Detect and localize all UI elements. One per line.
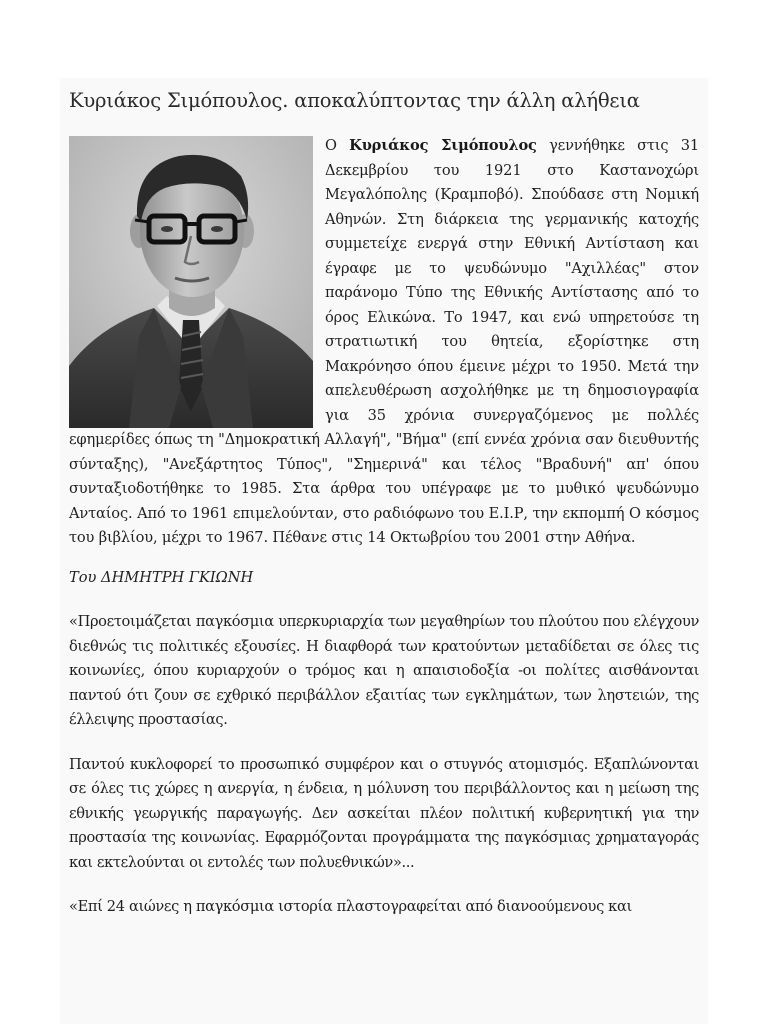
article-title: Κυριάκος Σιμόπουλος. αποκαλύπτοντας την άλλη αλήθεια bbox=[69, 89, 640, 112]
article bbox=[60, 78, 708, 1024]
quote-paragraph-1: «Προετοιμάζεται παγκόσμια υπερκυριαρχία των μεγαθηρίων του πλούτου που ελέγχουν διεθνώς τις πολιτικές εξουσίες. Η διαφθορά των κρατούντων μεταδίδεται σε όλες τις κοινωνίες, όπου κυριαρχούν ο τρόμος και η απαισιοδοξία -οι πολίτες αισθάνονται παντού ότι ζουν σε εχθρικό περιβάλλον εξαιτίας των εγκλημάτων, των ληστειών, της έλλειψης προστασίας. bbox=[69, 613, 699, 728]
subject-name: Κυριάκος Σιμόπουλος bbox=[349, 137, 537, 154]
byline: Του ΔΗΜΗΤΡΗ ΓΚΙΩΝΗ bbox=[69, 568, 254, 586]
author-portrait bbox=[69, 136, 313, 428]
intro-prefix: Ο bbox=[325, 137, 350, 154]
quote-paragraph-3: «Επί 24 αιώνες η παγκόσμια ιστορία πλαστογραφείται από διανοούμενους και bbox=[69, 898, 632, 915]
biography-body: γεννήθηκε στις 31 Δεκεμβρίου του 1921 στο Καστανοχώρι Μεγαλόπολης (Κραμποβό). Σπούδασε στη Νομική Αθηνών. Στη διάρκεια της γερμανικής κατοχής συμμετείχε ενεργά στην Εθνική Αντίσταση και έγραφε με το ψευδώνυμο "Αχιλλέας" στον παράνομο Τύπο της Εθνικής Αντίστασης από το όρος Ελικώνα. Το 1947, και ενώ υπηρετούσε τη στρατιωτική του θητεία, εξορίστηκε στη Μακρόνησο όπου έμεινε μέχρι το 1950. Μετά την απελευθέρωση ασχολήθηκε με τη δημοσιογραφία για 35 χρόνια συνεργαζόμενος με πολλές εφημερίδες όπως τη "Δημοκρατική Αλλαγή", "Βήμα" (επί εννέα χρόνια σαν διευθυντής σύνταξης), "Ανεξάρτητος Τύπος", "Σημερινά" και τέλος "Βραδυνή" απ' όπου συνταξιοδοτήθηκε το 1985. Στα άρθρα του υπέγραφε με το μυθικό ψευδώνυμο Ανταίος. Από το 1961 επιμελούνταν, στο ραδιόφωνο του Ε.Ι.Ρ, την εκπομπή Ο κόσμος του βιβλίου, μέχρι το 1967. Πέθανε στις 14 Οκτωβρίου του 2001 στην Αθήνα. bbox=[69, 137, 699, 546]
quote-paragraph-2: Παντού κυκλοφορεί το προσωπικό συμφέρον και ο στυγνός ατομισμός. Εξαπλώνονται σε όλες τις χώρες η ανεργία, η ένδεια, η μόλυνση του περιβάλλοντος και η μείωση της εθνικής γεωργικής παραγωγής. Δεν ασκείται πλέον πολιτική κυβερνητική για την προστασία της κοινωνίας. Εφαρμόζονται προγράμματα της παγκόσμιας χρηματαγοράς και εκτελούνται οι εντολές των πολυεθνικών»... bbox=[69, 755, 699, 871]
